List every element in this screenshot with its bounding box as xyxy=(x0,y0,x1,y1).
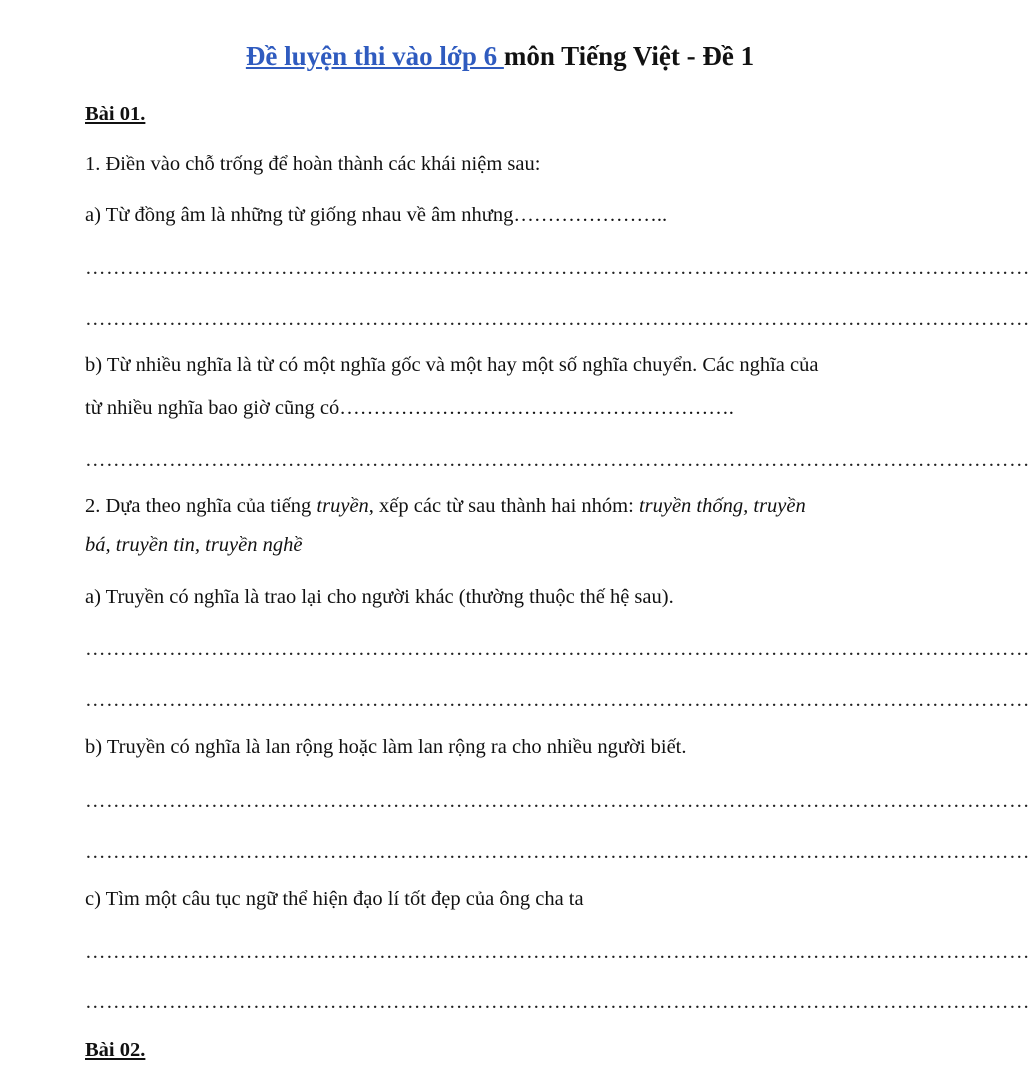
answer-line: ……………………………………………………………………………………………………………………… xyxy=(85,790,1030,812)
question-2-text: , xếp các từ sau thành hai nhóm: xyxy=(368,495,639,517)
question-2c-text: c) Tìm một câu tục ngữ thể hiện đạo lí tốt đẹp của ông cha ta xyxy=(85,888,584,910)
question-2b-text: b) Truyền có nghĩa là lan rộng hoặc làm lan rộng ra cho nhiều người biết. xyxy=(85,736,687,758)
answer-line: ……………………………………………………………………………………………………………………… xyxy=(85,638,1030,660)
question-1b-text-line-2: từ nhiều nghĩa bao giờ cũng có…………………………………………………. xyxy=(85,397,734,419)
answer-line: ……………………………………………………………………………………………………………………… xyxy=(85,689,1030,711)
bai-01-heading: Bài 01. xyxy=(85,103,146,125)
question-2a-text: a) Truyền có nghĩa là trao lại cho người khác (thường thuộc thế hệ sau). xyxy=(85,586,674,608)
word-list: bá, truyền tin, truyền nghề xyxy=(85,534,303,556)
page-title xyxy=(0,38,1000,74)
keyword-truyen: truyền xyxy=(316,495,369,517)
title-rest: môn Tiếng Việt - Đề 1 xyxy=(503,41,755,71)
bai-02-heading: Bài 02. xyxy=(85,1039,146,1061)
question-1-prompt: 1. Điền vào chỗ trống để hoàn thành các khái niệm sau: xyxy=(85,153,541,175)
answer-line: ……………………………………………………………………………………………………………………… xyxy=(85,841,1030,863)
question-2-prompt-line-1 xyxy=(85,492,806,520)
title-link[interactable]: Đề luyện thi vào lớp 6 xyxy=(245,41,504,71)
answer-line: ……………………………………………………………………………………………………………………… xyxy=(85,941,1030,963)
word-list: truyền thống, truyền xyxy=(638,495,806,517)
question-2-prompt-line-2 xyxy=(85,531,302,559)
answer-line: ……………………………………………………………………………………………………………………… xyxy=(85,257,1030,279)
answer-line: ……………………………………………………………………………………………………………………… xyxy=(85,991,1030,1013)
answer-line: ……………………………………………………………………………………………………………………… xyxy=(85,449,1030,471)
question-1a-text: a) Từ đồng âm là những từ giống nhau về âm nhưng………………….. xyxy=(85,204,668,226)
question-2-text: 2. Dựa theo nghĩa của tiếng xyxy=(85,495,317,517)
answer-line: ……………………………………………………………………………………………………………………… xyxy=(85,308,1030,330)
question-1b-text-line-1: b) Từ nhiều nghĩa là từ có một nghĩa gốc và một hay một số nghĩa chuyển. Các nghĩa của xyxy=(85,354,819,376)
